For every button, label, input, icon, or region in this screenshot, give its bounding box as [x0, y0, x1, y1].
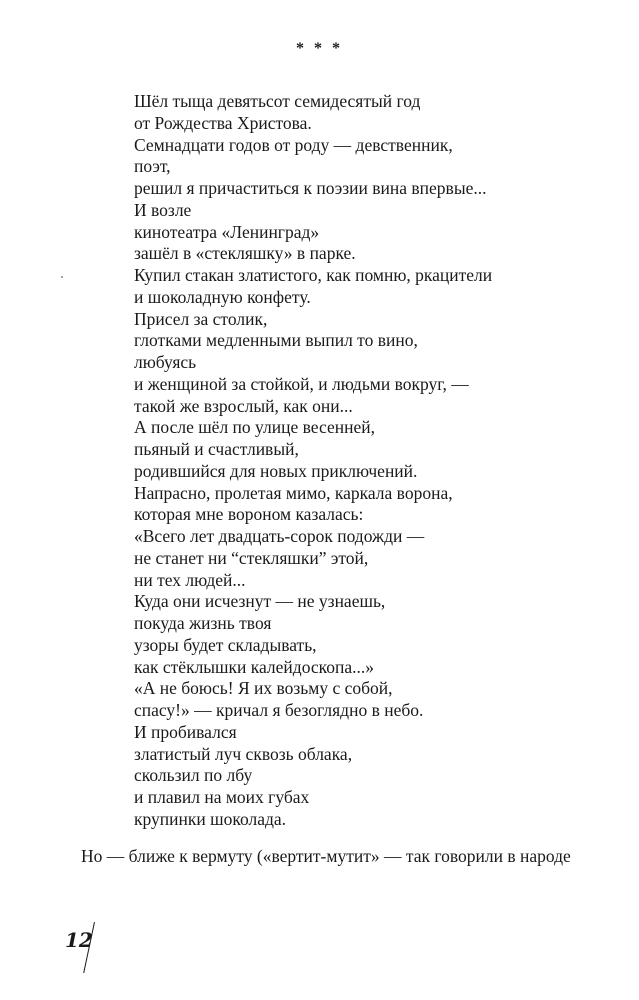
page-number: 12	[65, 928, 93, 952]
poem-line: решил я причаститься к поэзии вина впервые...	[134, 178, 487, 198]
poem-line: такой же взрослый, как они...	[134, 395, 353, 416]
poem-line: Куда они исчезнут — не узнаешь,	[134, 591, 386, 612]
poem-line: кинотеатра «Ленинград»	[134, 221, 320, 242]
poem-line: от Рождества Христова.	[134, 112, 312, 133]
poem-line: златистый луч сквозь облака,	[134, 743, 353, 764]
poem-line: «А не боюсь! Я их возьму с собой,	[134, 678, 393, 699]
poem-line: И пробивался	[134, 721, 237, 742]
poem-line: которая мне вороном казалась:	[134, 504, 364, 525]
poem-line: Присел за столик,	[134, 308, 268, 329]
poem-line: Напрасно, пролетая мимо, каркала ворона,	[134, 482, 453, 503]
poem-line: покуда жизнь твоя	[134, 613, 272, 633]
poem-line: зашёл в «стекляшку» в парке.	[134, 243, 356, 264]
poem-line: Семнадцати годов от роду — девственник,	[134, 134, 453, 155]
poem-line: и женщиной за стойкой, и людьми вокруг, —	[134, 373, 469, 394]
poem-line: И возле	[134, 199, 192, 220]
poem	[134, 91, 614, 831]
poem-line: скользил по лбу	[134, 765, 253, 786]
poem-line: глотками медленными выпил то вино,	[134, 330, 418, 351]
prose-line: Но — ближе к вермуту («вертит-мутит» — так говорили в народе	[81, 846, 571, 866]
poem-line: пьяный и счастливый,	[134, 439, 299, 459]
poem-line: родившийся для новых приключений.	[134, 460, 418, 481]
poem-line: любуясь	[134, 352, 197, 372]
poem-line: и шоколадную конфету.	[134, 286, 311, 307]
poem-line: Купил стакан златистого, как помню, ркацители	[134, 265, 493, 285]
poem-line: и плавил на моих губах	[134, 787, 310, 807]
poem-line: А после шёл по улице весенней,	[134, 417, 375, 438]
print-speck	[61, 276, 63, 278]
poem-line: как стёклышки калейдоскопа...»	[134, 656, 375, 677]
poem-line: спасу!» — кричал я безоглядно в небо.	[134, 700, 424, 720]
poem-line: не станет ни “стекляшки” этой,	[134, 547, 369, 568]
poem-line: Шёл тыща девятьсот семидесятый год	[134, 91, 421, 111]
poem-line: крупинки шоколада.	[134, 808, 287, 829]
poem-line: «Всего лет двадцать-сорок подожди —	[134, 526, 425, 546]
section-separator: * * *	[296, 40, 343, 57]
poem-line: поэт,	[134, 156, 171, 177]
poem-line: ни тех людей...	[134, 569, 246, 590]
poem-line: узоры будет складывать,	[134, 634, 317, 655]
